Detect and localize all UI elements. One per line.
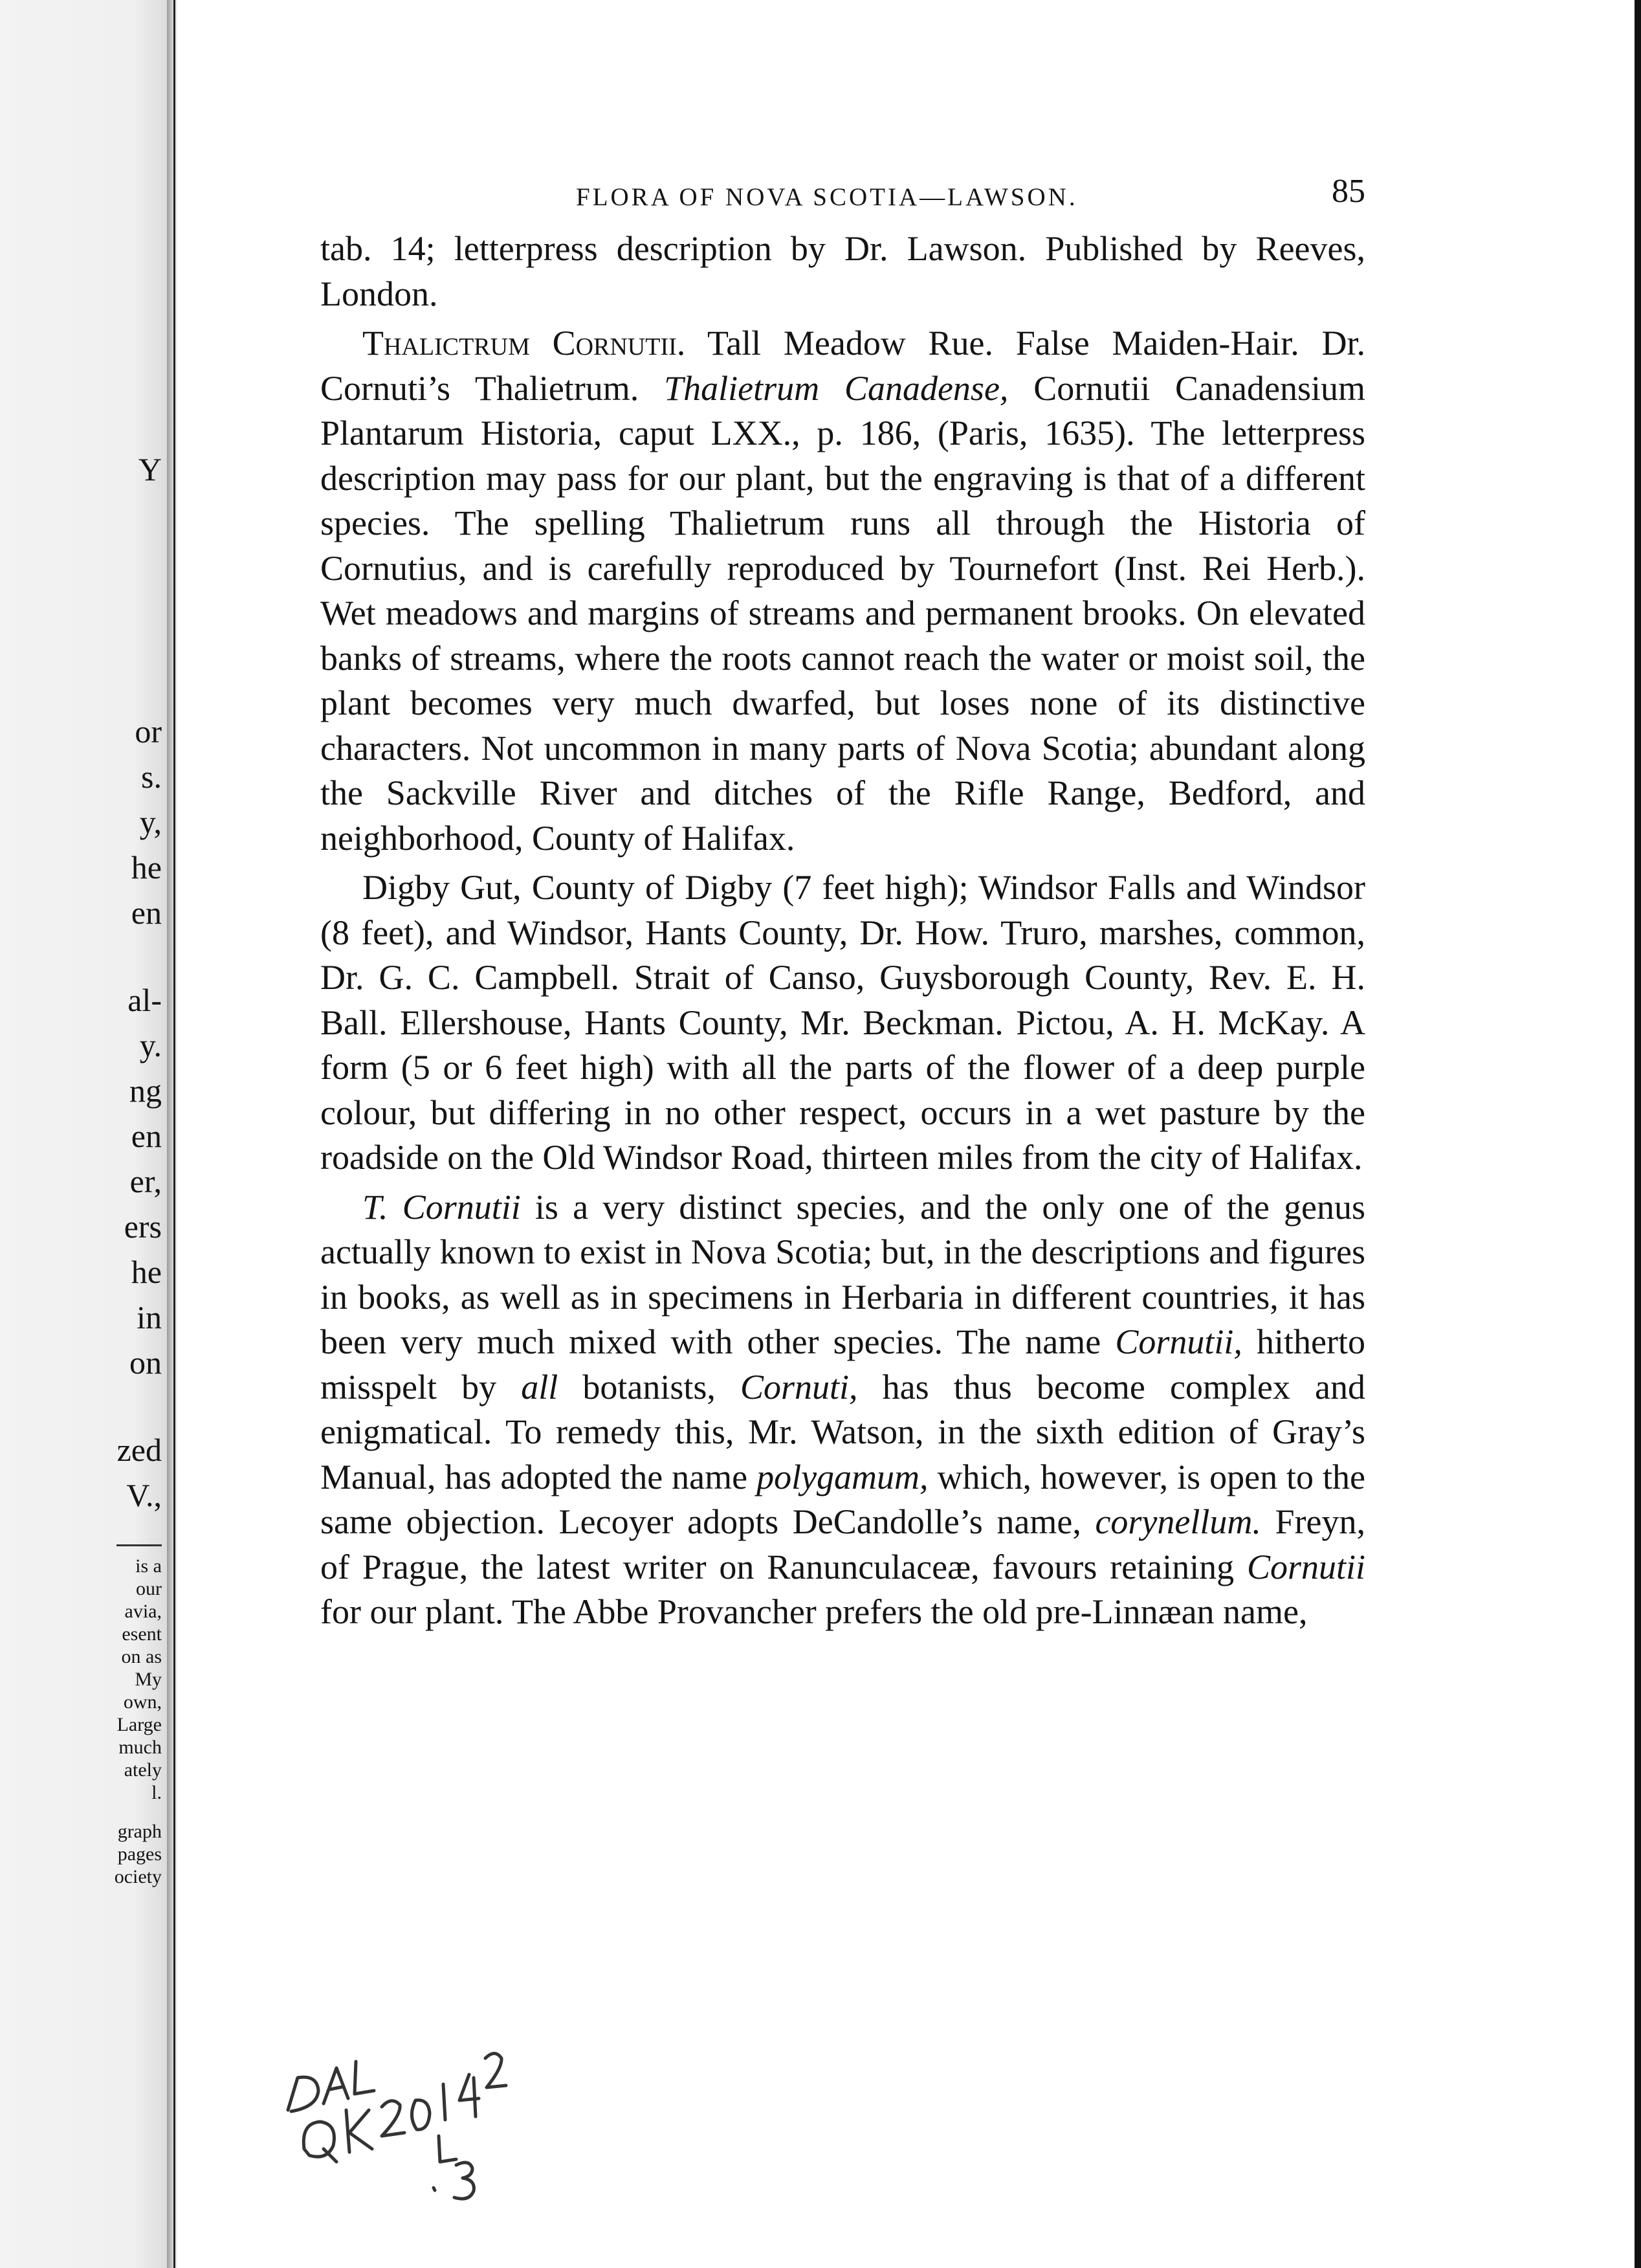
running-head (320, 168, 1365, 227)
italic-taxon: Thalietrum Canadense, (664, 368, 1009, 408)
running-title: FLORA OF NOVA SCOTIA—LAWSON. (576, 183, 1078, 211)
margin-fragment: y, (139, 804, 162, 840)
handwriting-drawing (278, 2039, 602, 2207)
species-heading: Thalictrum Cornutii. (362, 324, 686, 362)
margin-fragment: en (131, 1118, 162, 1154)
paragraph-text: hitherto misspelt by (320, 1322, 1365, 1406)
margin-footnote-fragment: ately (124, 1759, 162, 1781)
paragraph-text: for our plant. The Abbe Provancher prefers the old pre-Linnæan name, (320, 1592, 1308, 1631)
paragraph-thalictrum-entry (320, 321, 1365, 861)
handwritten-call-number (278, 2039, 602, 2207)
margin-footnote-fragment: on as (121, 1646, 162, 1667)
paragraph-text: has thus become complex and enigmatical. To remedy this, Mr. Watson, in the sixth edition of Gray’s Manual, has adopted the name (320, 1367, 1365, 1496)
paragraph-text: Tall Meadow Rue. False Maiden-Hair. Dr. Cornuti’s Thalietrum. (320, 324, 1365, 408)
margin-fragment: in (137, 1299, 162, 1335)
margin-footnote-fragment: much (118, 1737, 162, 1758)
margin-fragment: al- (127, 982, 162, 1018)
page-edge (173, 0, 175, 2268)
paragraph-text: Freyn, of Prague, the latest writer on Ranunculaceæ, favours retaining (320, 1502, 1365, 1586)
margin-footnote-fragment: own, (123, 1691, 162, 1713)
paragraph-text: which, however, is open to the same objection. Lecoyer adopts DeCandolle’s name, (320, 1457, 1365, 1541)
margin-fragment: y. (139, 1027, 162, 1063)
italic-emphasis: all (521, 1367, 558, 1406)
paragraph-text: botanists, (558, 1367, 741, 1406)
margin-fragment: ers (124, 1208, 162, 1245)
paragraph-text: Cornutii Canadensium Plantarum Historia, caput LXX., p. 186, (Paris, 1635). The letterpress description may pass for our plant, but the engraving is that of a different species. The spelling Thalietrum runs all through the Historia of Cornutius, and is carefully reproduced by Tournefort (Inst. Rei Herb.). Wet meadows and margins of streams and permanent brooks. On elevated banks of streams, where the roots cannot reach the water or moist soil, the plant becomes very much dwarfed, but loses none of its distinctive characters. Not uncommon in many parts of Nova Scotia; abundant along the Sackville River and ditches of the Rifle Range, Bedford, and neighborhood, County of Halifax. (320, 368, 1366, 858)
margin-footnote-fragment: avia, (124, 1601, 162, 1622)
margin-fragment: er, (129, 1163, 162, 1199)
margin-footnote-fragment: pages (117, 1843, 162, 1865)
margin-fragment: zed (116, 1432, 162, 1468)
italic-taxon: polygamum, (756, 1457, 929, 1496)
italic-taxon: T. Cornutii (362, 1187, 521, 1227)
margin-fragment: s. (141, 759, 162, 795)
margin-fragment: on (129, 1344, 162, 1381)
paragraph-nomenclature (320, 1185, 1365, 1635)
margin-footnote-fragment: l. (151, 1782, 162, 1803)
margin-footnote-fragment: graph (117, 1821, 162, 1842)
margin-footnote-fragment: esent (122, 1623, 162, 1645)
margin-fragment: or (135, 713, 162, 750)
margin-footnote-fragment: Large (116, 1714, 162, 1735)
facing-page-fragment (0, 0, 167, 2268)
margin-footnote-fragment: our (136, 1578, 162, 1599)
paragraph-continuation: tab. 14; letterpress description by Dr. Lawson. Published by Reeves, London. (320, 229, 1365, 313)
paragraph-text: is a very distinct species, and the only one of the genus actually known to exist in Nova Scotia; but, in the descriptions and figures in books, as well as in specimens in Herbaria in different countries, it has been very much mixed with other species. The name (320, 1187, 1365, 1361)
italic-taxon: corynellum. (1095, 1502, 1261, 1541)
italic-taxon: Cornutii (1246, 1547, 1365, 1586)
margin-footnote-fragment: My (135, 1669, 162, 1690)
margin-fragment: ng (129, 1073, 162, 1109)
margin-footnote-fragment: is a (135, 1555, 162, 1577)
page-number: 85 (1332, 173, 1365, 210)
margin-fragment: he (131, 849, 162, 885)
margin-fragment: he (131, 1254, 162, 1290)
margin-fragment: Y (138, 451, 162, 487)
footnote-rule (116, 1544, 162, 1546)
paragraph-localities: Digby Gut, County of Digby (7 feet high); Windsor Falls and Windsor (8 feet), and Windsor, Hants County, Dr. How. Truro, marshes, common, Dr. G. C. Campbell. Strait of Canso, Guysborough County, Rev. E. H. Ball. Ellershouse, Hants County, Mr. Beckman. Pictou, A. H. McKay. A form (5 or 6 feet high) with all the parts of the flower of a deep purple colour, but differing in no other respect, occurs in a wet pasture by the roadside on the Old Windsor Road, thirteen miles from the city of Halifax. (320, 868, 1365, 1177)
scan-border (1635, 0, 1641, 2268)
italic-taxon: Cornutii, (1115, 1322, 1242, 1361)
book-page (320, 168, 1365, 1640)
margin-footnote-fragment: ociety (114, 1866, 162, 1887)
italic-taxon: Cornuti, (740, 1367, 858, 1406)
margin-fragment: V., (126, 1477, 162, 1513)
margin-fragment: en (131, 895, 162, 931)
book-gutter (167, 0, 177, 2268)
